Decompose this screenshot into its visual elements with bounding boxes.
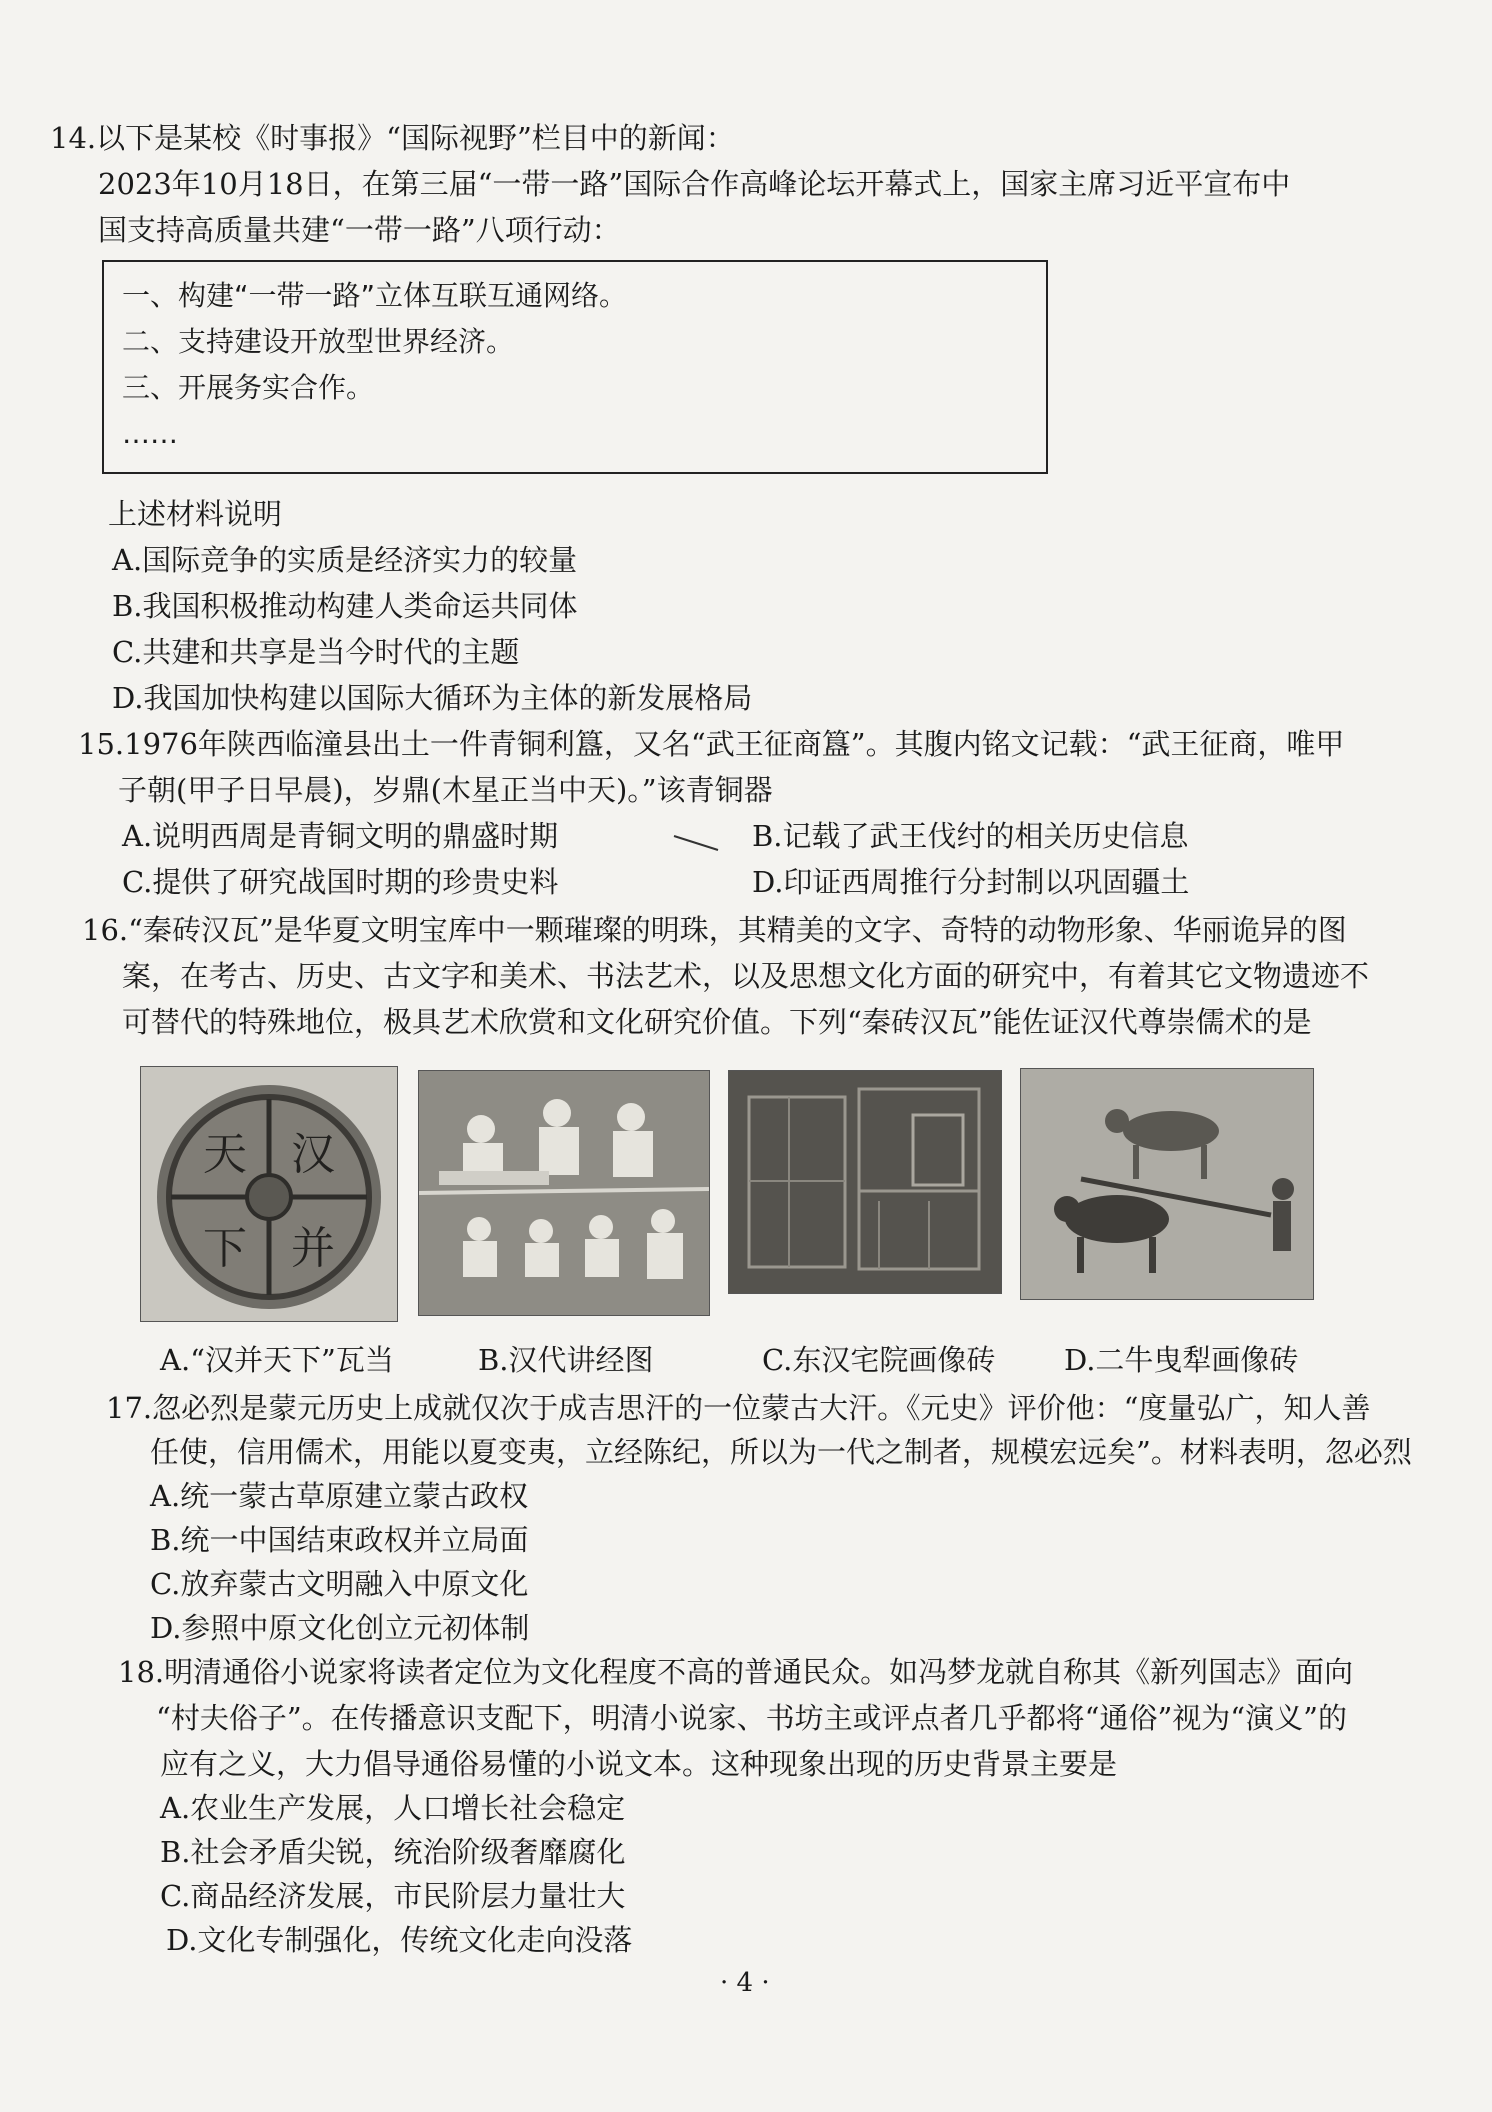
q18-stem-line1: 18.明清通俗小说家将读者定位为文化程度不高的普通民众。如冯梦龙就自称其《新列国志》面向 [118,1655,1354,1689]
q17-option-c: C.放弃蒙古文明融入中原文化 [150,1567,529,1601]
q16-stem-line3: 可替代的特殊地位，极具艺术欣赏和文化研究价值。下列“秦砖汉瓦”能佐证汉代尊崇儒术的是 [122,1005,1312,1039]
jiangjing-image [418,1070,710,1316]
q17-stem-line1: 17.忽必烈是蒙元历史上成就仅次于成吉思汗的一位蒙古大汗。《元史》评价他：“度量弘广，知人善 [106,1391,1371,1425]
q14-box-line2: 二、支持建设开放型世界经济。 [122,325,515,358]
q18-stem-line2: “村夫俗子”。在传播意识支配下，明清小说家、书坊主或评点者几乎都将“通俗”视为“演义”的 [156,1701,1347,1735]
q15-option-a: A.说明西周是青铜文明的鼎盛时期 [122,819,559,853]
wadang-char-4: 下 [203,1223,247,1274]
q16-caption-a: A.“汉并天下”瓦当 [160,1343,394,1377]
q14-box-line1: 一、构建“一带一路”立体互联互通网络。 [122,279,628,312]
q16-caption-b: B.汉代讲经图 [478,1343,654,1377]
q14-stem-line3: 国支持高质量共建“一带一路”八项行动： [98,213,621,247]
q18-option-c: C.商品经济发展，市民阶层力量壮大 [160,1879,626,1913]
q15-stem-line2: 子朝(甲子日早晨)，岁鼎(木星正当中天)。”该青铜器 [118,773,773,807]
q14-box-line4: …… [122,417,178,450]
q14-option-c: C.共建和共享是当今时代的主题 [112,635,520,669]
q17-option-a: A.统一蒙古草原建立蒙古政权 [150,1479,529,1513]
page-number: · 4 · [720,1968,770,1998]
q16-stem-line1: 16.“秦砖汉瓦”是华夏文明宝库中一颗璀璨的明珠，其精美的文字、奇特的动物形象、华丽诡异的图 [82,913,1347,947]
q14-stem-line2: 2023年10月18日，在第三届“一带一路”国际合作高峰论坛开幕式上，国家主席习近平宣布中 [98,167,1291,201]
q14-stem-line4: 上述材料说明 [108,497,283,531]
q15-option-d: D.印证西周推行分封制以巩固疆土 [752,865,1190,899]
q17-option-d: D.参照中原文化创立元初体制 [150,1611,530,1645]
q14-option-a: A.国际竞争的实质是经济实力的较量 [112,543,578,577]
q18-option-b: B.社会矛盾尖锐，统治阶级奢靡腐化 [160,1835,626,1869]
q14-option-b: B.我国积极推动构建人类命运共同体 [112,589,578,623]
q14-stem-line1: 14.以下是某校《时事报》“国际视野”栏目中的新闻： [50,121,735,155]
niuli-image [1020,1068,1314,1300]
wadang-image [140,1066,398,1322]
q16-caption-d: D.二牛曳犁画像砖 [1064,1343,1299,1377]
q14-material-box [102,260,1048,474]
q18-option-d: D.文化专制强化，传统文化走向没落 [166,1923,633,1957]
q17-stem-line2: 任使，信用儒术，用能以夏变夷，立经陈纪，所以为一代之制者，规模宏远矣”。材料表明，忽必烈 [150,1435,1412,1469]
q15-option-b: B.记载了武王伐纣的相关历史信息 [752,819,1189,853]
wadang-char-1: 汉 [291,1129,335,1180]
q16-caption-c: C.东汉宅院画像砖 [762,1343,996,1377]
q18-option-a: A.农业生产发展，人口增长社会稳定 [160,1791,626,1825]
q14-option-d: D.我国加快构建以国际大循环为主体的新发展格局 [112,681,753,715]
q15-option-c: C.提供了研究战国时期的珍贵史料 [122,865,559,899]
wadang-char-2: 并 [291,1223,335,1274]
q14-box-line3: 三、开展务实合作。 [122,371,375,404]
wadang-char-3: 天 [203,1129,247,1180]
q17-option-b: B.统一中国结束政权并立局面 [150,1523,529,1557]
pen-mark [672,832,722,854]
q16-stem-line2: 案，在考古、历史、古文字和美术、书法艺术，以及思想文化方面的研究中，有着其它文物遗迹不 [122,959,1370,993]
q18-stem-line3: 应有之义，大力倡导通俗易懂的小说文本。这种现象出现的历史背景主要是 [160,1747,1118,1781]
zhaiyuan-image [728,1070,1002,1294]
q15-stem-line1: 15.1976年陕西临潼县出土一件青铜利簋，又名“武王征商簋”。其腹内铭文记载：“武王征商，唯甲 [78,727,1345,761]
